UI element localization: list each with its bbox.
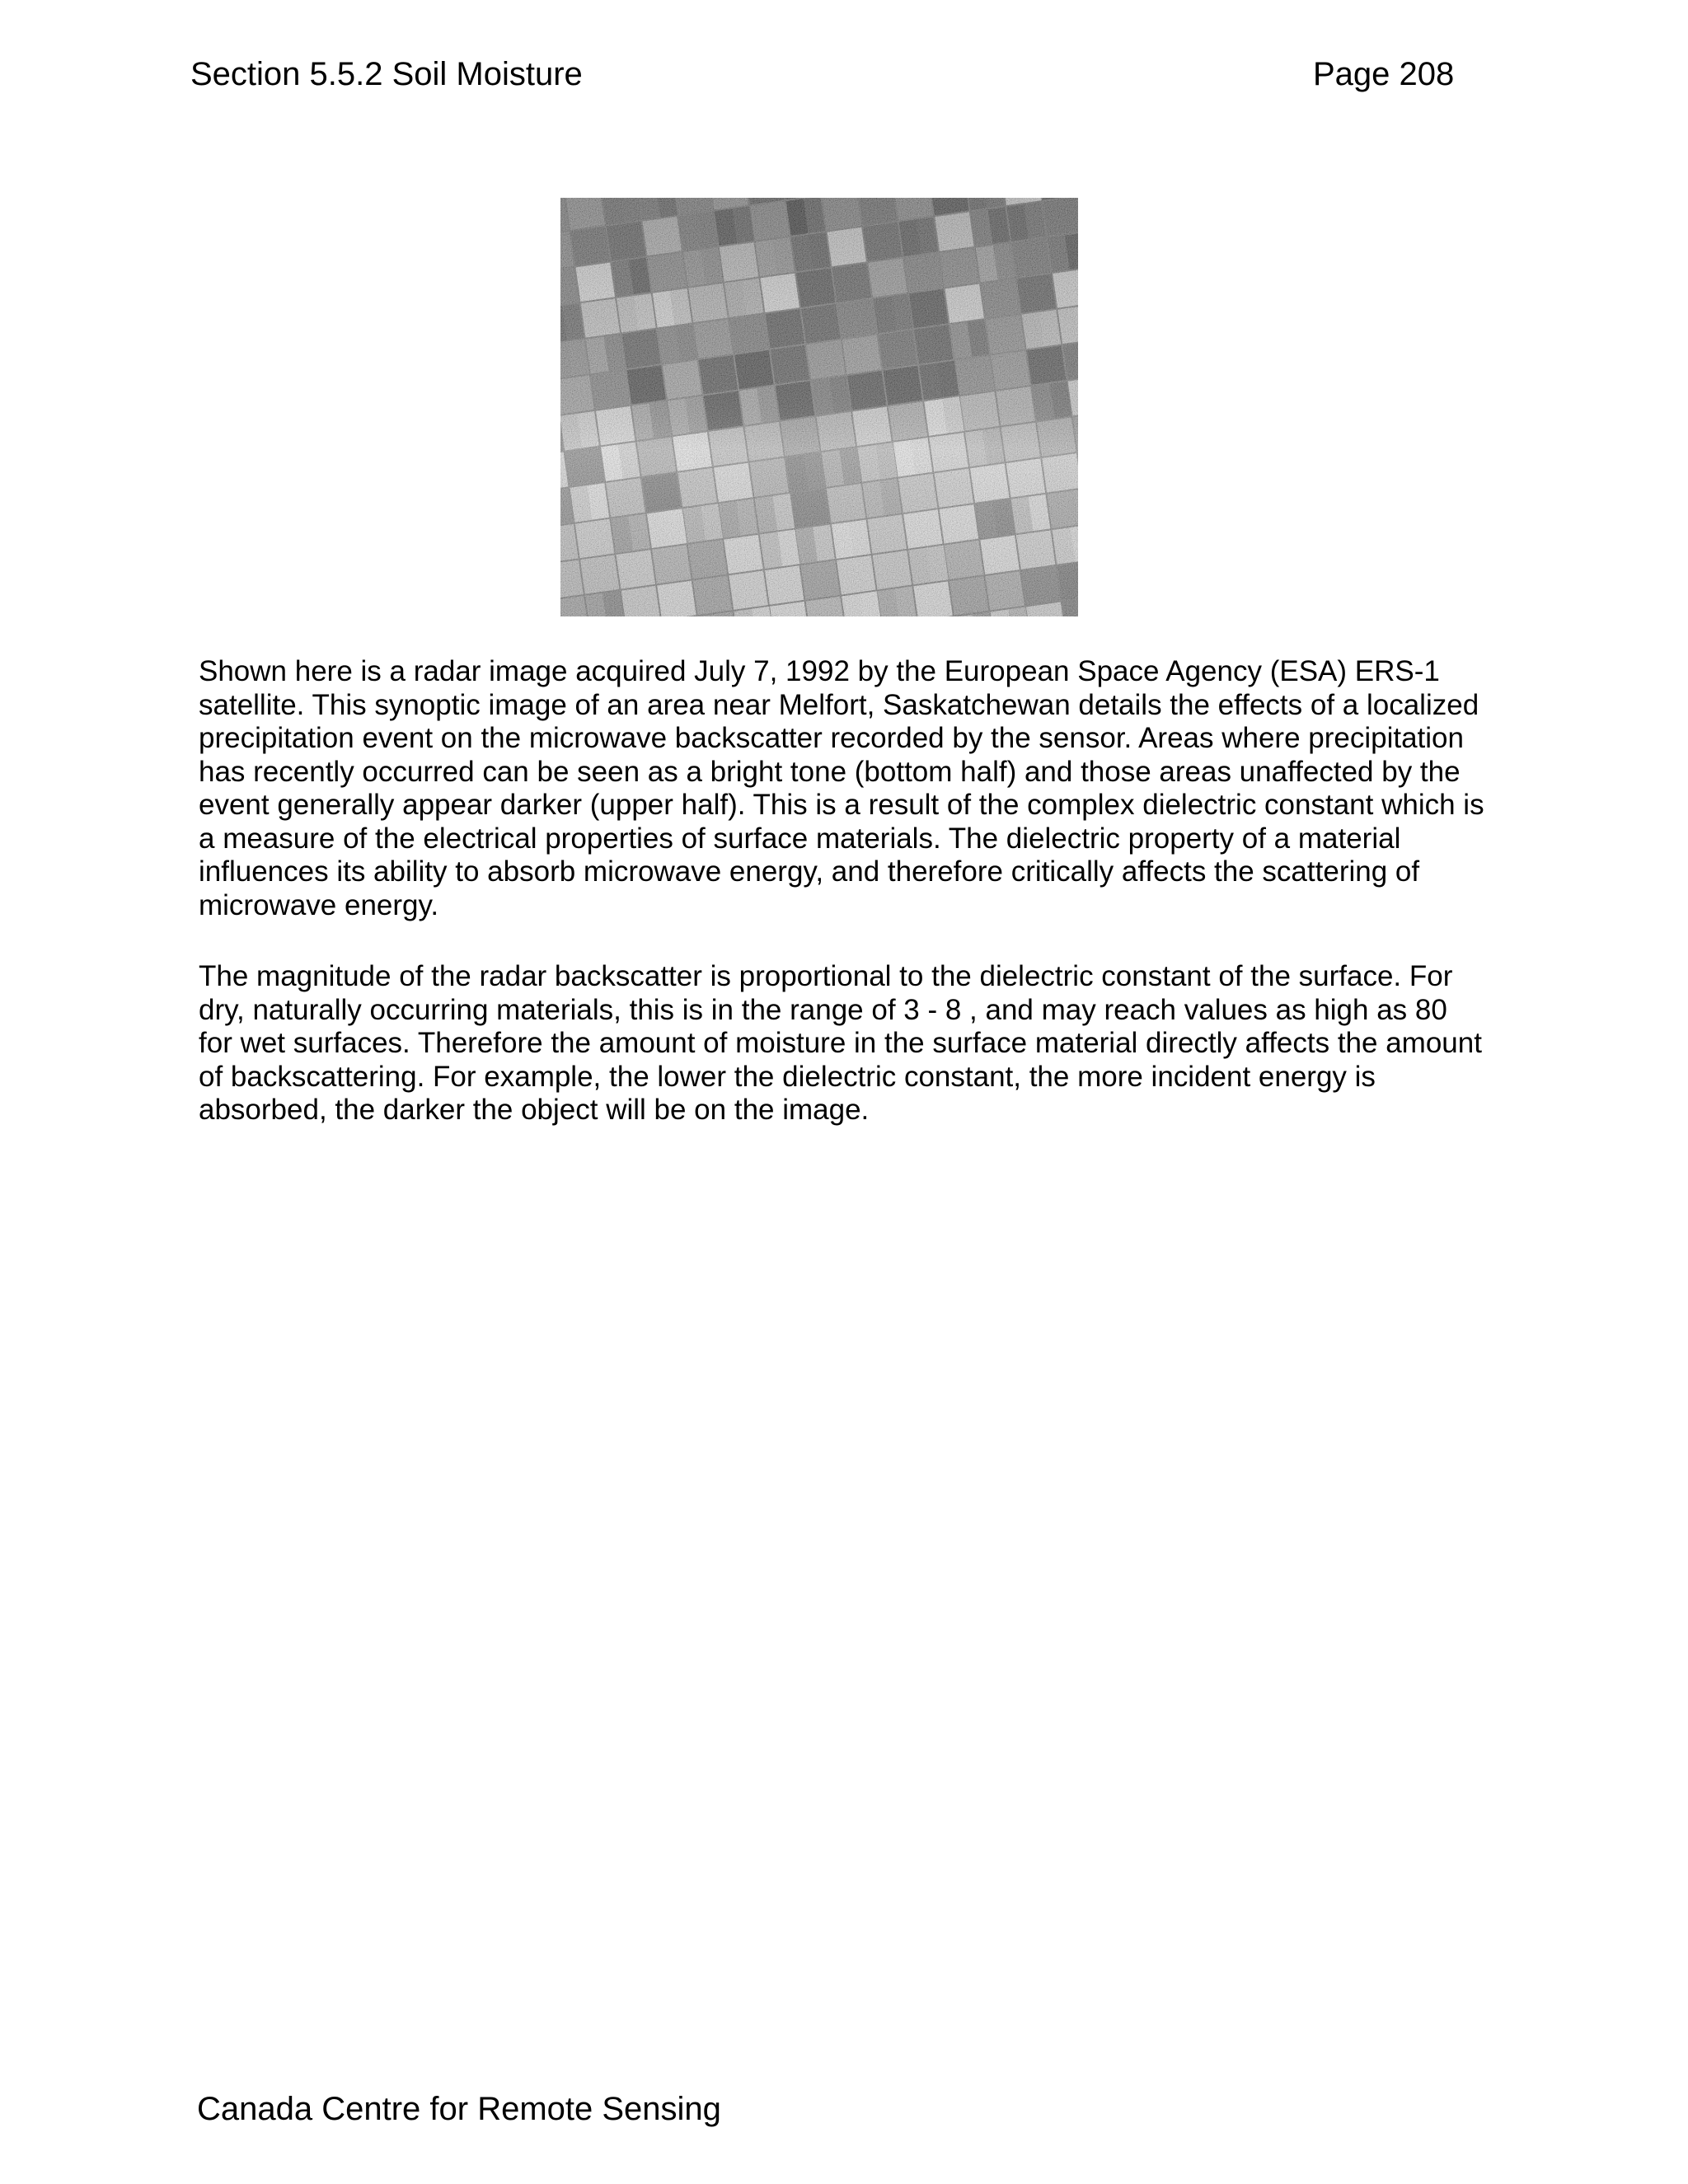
section-title: Section 5.5.2 Soil Moisture [190,56,583,92]
paragraph-2: The magnitude of the radar backscatter is proportional to the dielectric constant of the surface. For dry, naturally occurring materials, this is in the range of 3 - 8 , and may reach values as high as 80 for wet surfaces. Therefore the amount of moisture in the surface material directly affects the amount of backscattering. For example, the lower the dielectric constant, the more incident energy is absorbed, the darker the object will be on the image. [199,960,1482,1126]
footer-organization: Canada Centre for Remote Sensing [197,2091,721,2127]
paragraph-1: Shown here is a radar image acquired July 7, 1992 by the European Space Agency (ESA) ERS-1 satellite. This synoptic image of an area near Melfort, Saskatchewan details the effects of a localized precipitation event on the microwave backscatter recorded by the sensor. Areas where precipitation has recently occurred can be seen as a bright tone (bottom half) and those areas unaffected by the event generally appear darker (upper half). This is a result of the complex dielectric constant which is a measure of the electrical properties of surface materials. The dielectric property of a material influences its ability to absorb microwave energy, and therefore critically affects the scattering of microwave energy. [199,655,1484,921]
radar-image-icon [560,198,1078,616]
radar-image [560,198,1078,616]
page-number: Page 208 [1313,56,1455,92]
